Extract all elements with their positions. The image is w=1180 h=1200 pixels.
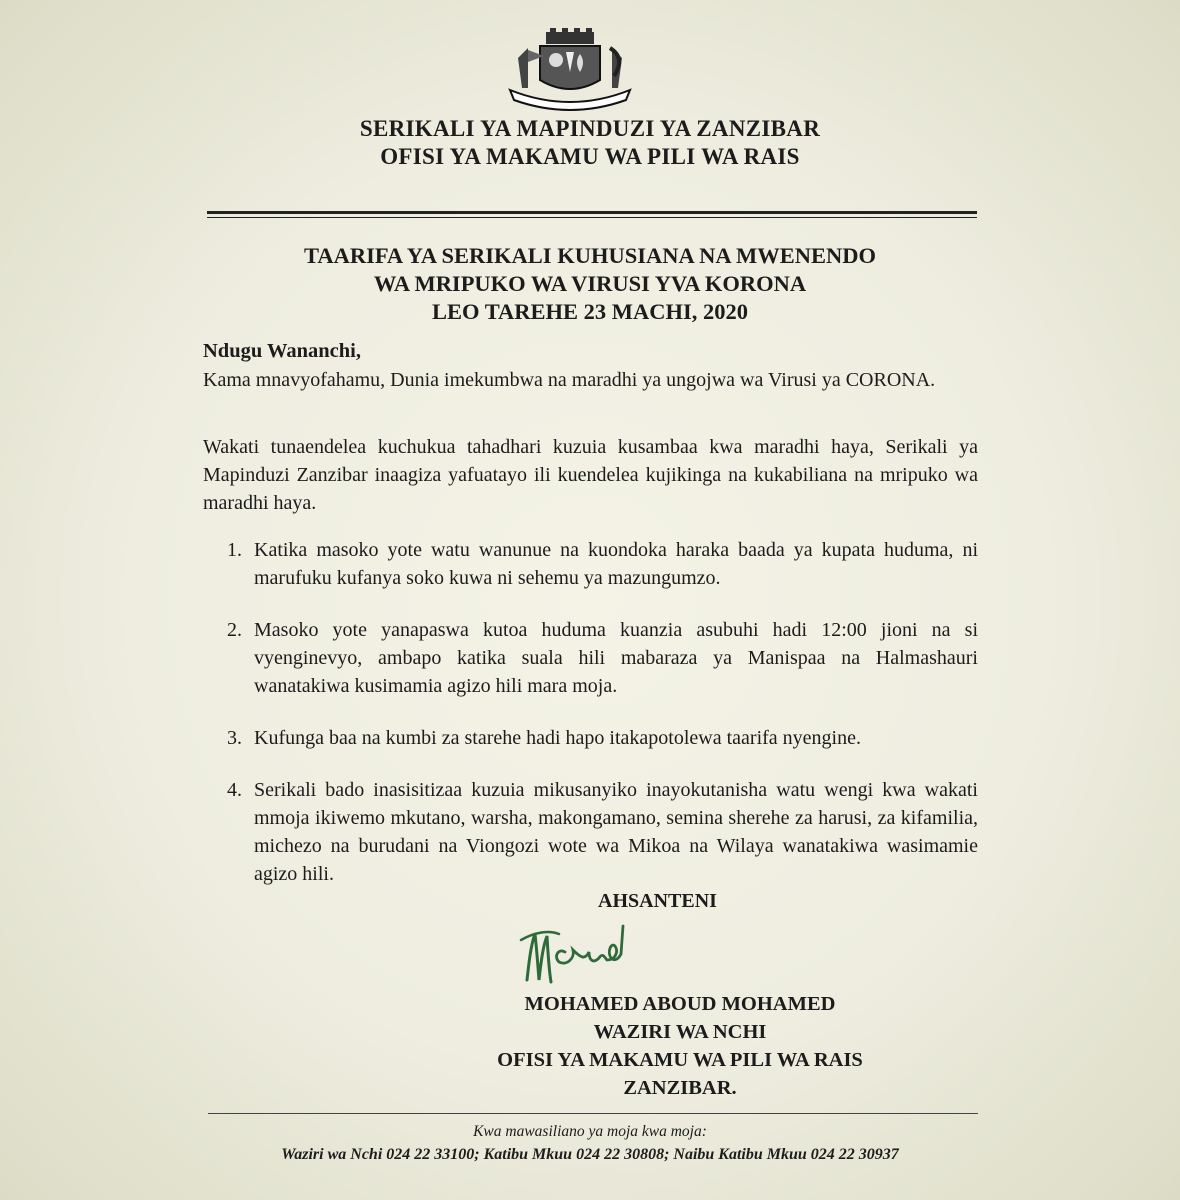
list-number: 3. bbox=[227, 727, 242, 749]
signatory-office: OFISI YA MAKAMU WA PILI WA RAIS bbox=[497, 1049, 863, 1071]
list-item-text: Kufunga baa na kumbi za starehe hadi hapo itakapotolewa taarifa nyengine. bbox=[254, 727, 861, 749]
closing-thanks: AHSANTENI bbox=[598, 890, 717, 912]
header-rule bbox=[207, 211, 977, 214]
signatory-title: WAZIRI WA NCHI bbox=[593, 1021, 767, 1043]
header-rule-thin bbox=[207, 217, 977, 218]
signature-image bbox=[515, 922, 665, 992]
salutation: Ndugu Wananchi, bbox=[203, 340, 362, 362]
notice-title-line-1: TAARIFA YA SERIKALI KUHUSIANA NA MWENENDO bbox=[304, 243, 876, 268]
list-item bbox=[203, 536, 978, 592]
signatory-name: MOHAMED ABOUD MOHAMED bbox=[524, 993, 836, 1015]
list-number: 1. bbox=[227, 539, 242, 561]
government-name: SERIKALI YA MAPINDUZI YA ZANZIBAR bbox=[359, 116, 821, 141]
list-number: 2. bbox=[227, 619, 242, 641]
list-item bbox=[203, 724, 978, 752]
list-item bbox=[203, 776, 978, 888]
footer-contact-heading: Kwa mawasiliano ya moja kwa moja: bbox=[473, 1123, 707, 1140]
office-name: OFISI YA MAKAMU WA PILI WA RAIS bbox=[380, 144, 800, 169]
paragraph-directive: Wakati tunaendelea kuchukua tahadhari kuzuia kusambaa kwa maradhi haya, Serikali ya Mapinduzi Zanzibar inaagiza yafuatayo ili kuendelea kujikinga na kukabiliana na mripuko wa maradhi haya. bbox=[203, 436, 978, 514]
notice-title-line-3: LEO TAREHE 23 MACHI, 2020 bbox=[431, 299, 749, 324]
list-item-text: Serikali bado inasisitizaa kuzuia mikusanyiko inayokutanisha watu wengi kwa wakati mmoja ikiwemo mkutano, warsha, makongamano, semina sherehe za harusi, za kifamilia, michezo na burudani na Viongozi wote wa Mikoa na Wilaya wanatakiwa wasimamie agizo hili. bbox=[254, 779, 978, 885]
directive-list bbox=[203, 536, 978, 888]
footer-contact-numbers: Waziri wa Nchi 024 22 33100; Katibu Mkuu 024 22 30808; Naibu Katibu Mkuu 024 22 30937 bbox=[281, 1146, 899, 1163]
list-item-text: Katika masoko yote watu wanunue na kuondoka haraka baada ya kupata huduma, ni marufuku kufanya soko kuwa ni sehemu ya mazungumzo. bbox=[254, 539, 978, 589]
signatory-place: ZANZIBAR. bbox=[623, 1077, 737, 1099]
coat-of-arms-icon bbox=[500, 28, 640, 112]
paragraph-intro: Kama mnavyofahamu, Dunia imekumbwa na maradhi ya ungojwa wa Virusi ya CORONA. bbox=[203, 369, 936, 391]
list-number: 4. bbox=[227, 779, 242, 801]
list-item-text: Masoko yote yanapaswa kutoa huduma kuanzia asubuhi hadi 12:00 jioni na si vyenginevyo, ambapo katika suala hili mabaraza ya Manispaa na Halmashauri wanatakiwa kusimamia agizo hili mara moja. bbox=[254, 619, 978, 697]
notice-title-line-2: WA MRIPUKO WA VIRUSI YVA KORONA bbox=[373, 271, 807, 296]
signatory-block bbox=[480, 990, 880, 1102]
footer-rule bbox=[208, 1113, 978, 1114]
list-item bbox=[203, 616, 978, 700]
